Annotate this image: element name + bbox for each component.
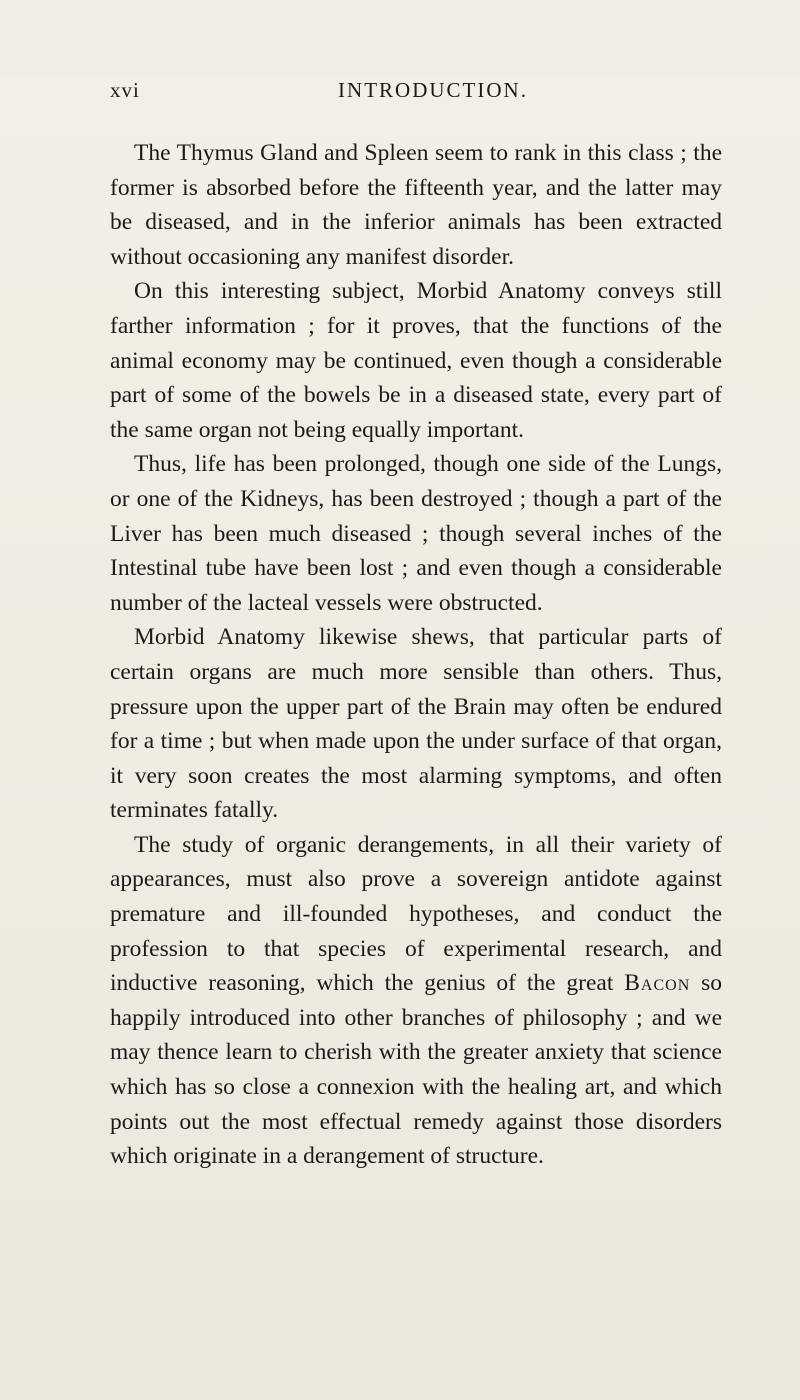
paragraph-thymus-spleen: The Thymus Gland and Spleen seem to rank in this class ; the former is absorbed before the fifteenth year, and the latter may be diseased, and in the inferior animals has been extracted without occasioning any manifest disorder. bbox=[110, 140, 722, 270]
paragraph-morbid-anatomy-information: On this interesting subject, Morbid Anatomy conveys still farther information ; for it proves, that the functions of the animal economy may be continued, even though a considerable part of some of the bowels be in a diseased state, every part of the same organ not being equally important. bbox=[110, 278, 722, 443]
running-title: INTRODUCTION. bbox=[338, 78, 528, 102]
paragraph-sensible-parts: Morbid Anatomy likewise shews, that particular parts of certain organs are much more sensible than others. Thus, pressure upon the upper part of the Brain may often be endured for a time ; but when made upon the under surface of that organ, it very soon creates the most alarming symptoms, and often terminates fatally. bbox=[110, 624, 722, 824]
page-number: xvi bbox=[110, 78, 140, 102]
paragraph-text-after-name: so happily introduced into other branches of philosophy ; and we may thence learn to cherish with the greater anxiety that science which has so close a connexion with the healing art, and which points out the most effectual remedy against those disorders which originate in a derangement of structure. bbox=[110, 970, 723, 1170]
author-name-bacon: Bacon bbox=[624, 970, 691, 997]
running-head bbox=[110, 78, 722, 114]
body-text bbox=[110, 136, 722, 1174]
paragraph-organic-derangements bbox=[110, 828, 722, 1174]
paragraph-text-before-name: The study of organic derangements, in all their variety of appearances, must also prove a sovereign antidote against premature and ill-founded hypotheses, and conduct the profession to that species of experimental research, and inductive reasoning, which the genius of the great bbox=[110, 831, 722, 997]
book-page bbox=[0, 78, 800, 1400]
paragraph-life-prolonged: Thus, life has been prolonged, though one side of the Lungs, or one of the Kidneys, has been destroyed ; though a part of the Liver has been much diseased ; though several inches of the Intestinal tube have been lost ; and even though a considerable number of the lacteal vessels were obstructed. bbox=[110, 451, 722, 616]
